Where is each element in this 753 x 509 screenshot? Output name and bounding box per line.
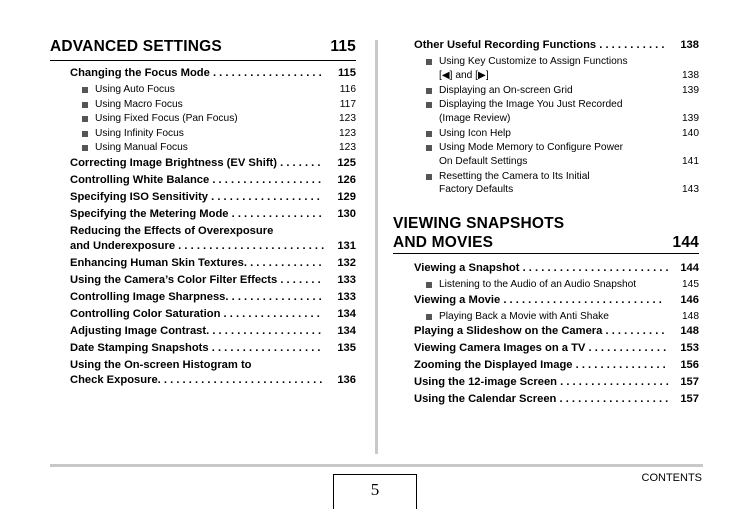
toc-entry[interactable] bbox=[70, 274, 356, 287]
toc-subentry-title: Playing Back a Movie with Anti Shake bbox=[439, 310, 609, 322]
toc-subentry[interactable] bbox=[82, 113, 356, 125]
toc-subentry-title: Displaying an On-screen Grid bbox=[439, 84, 573, 96]
toc-subentry[interactable] bbox=[426, 311, 699, 323]
toc-entry-page: 157 bbox=[680, 393, 699, 405]
toc-subentry-page: 117 bbox=[339, 98, 356, 110]
toc-entry-page: 133 bbox=[337, 273, 356, 286]
footer-rule bbox=[50, 464, 703, 467]
toc-entry[interactable] bbox=[70, 191, 356, 204]
column-divider bbox=[375, 40, 378, 454]
page-number: 5 bbox=[370, 480, 380, 499]
toc-entry-title: Enhancing Human Skin Textures. . . . . . . . . . . . . bbox=[70, 256, 322, 269]
bullet-square-icon bbox=[426, 102, 432, 108]
toc-subentry-page: 116 bbox=[339, 84, 356, 95]
toc-entry[interactable] bbox=[70, 257, 356, 270]
toc-subentry-title: Using Icon Help bbox=[439, 127, 511, 139]
bullet-square-icon bbox=[82, 145, 88, 151]
bullet-square-icon bbox=[82, 102, 88, 108]
toc-entry-page: 135 bbox=[337, 341, 356, 354]
toc-entry[interactable] bbox=[70, 342, 356, 355]
toc-entry-title: Zooming the Displayed Image . . . . . . . . . . . . . . . bbox=[414, 359, 666, 371]
toc-entry[interactable] bbox=[414, 393, 699, 406]
toc-subentry[interactable] bbox=[82, 128, 356, 140]
toc-subentry[interactable] bbox=[82, 99, 356, 111]
toc-entry[interactable] bbox=[70, 67, 356, 80]
toc-entry[interactable] bbox=[70, 157, 356, 170]
toc-subentry-title: Listening to the Audio of an Audio Snapshot bbox=[439, 279, 637, 290]
toc-entry-title: Specifying ISO Sensitivity . . . . . . . . . . . . . . . . . . bbox=[70, 190, 320, 203]
toc-subentry-title: Using Macro Focus bbox=[95, 98, 183, 110]
toc-subentry-page: 140 bbox=[682, 127, 699, 139]
toc-entry-page: 130 bbox=[337, 207, 356, 220]
toc-entry[interactable] bbox=[414, 359, 699, 372]
toc-entry-title: Viewing a Snapshot . . . . . . . . . . . . . . . . . . . . . . . . bbox=[414, 262, 669, 274]
toc-entry-title: Other Useful Recording Functions . . . . . . . . . . . bbox=[414, 39, 665, 51]
toc-entry-page: 138 bbox=[680, 39, 699, 51]
toc-subentry-page: 123 bbox=[339, 127, 356, 139]
toc-entry-title: Playing a Slideshow on the Camera . . . . . . . . . . bbox=[414, 325, 665, 337]
toc-entry[interactable] bbox=[414, 262, 699, 275]
toc-subentry-page: 138 bbox=[682, 69, 699, 81]
toc-entry-title: Using the Camera’s Color Filter Effects . . . . . . . bbox=[70, 273, 321, 286]
toc-entry[interactable] bbox=[414, 39, 699, 52]
toc-subentry[interactable] bbox=[426, 128, 699, 140]
toc-entry-page: 146 bbox=[680, 293, 699, 306]
toc-entry-page: 156 bbox=[680, 359, 699, 371]
contents-link[interactable]: CONTENTS bbox=[641, 472, 702, 484]
toc-entry-title: Viewing Camera Images on a TV . . . . . . . . . . . . . bbox=[414, 342, 667, 354]
toc-subentry-title-line2: Factory Defaults bbox=[439, 184, 514, 195]
toc-entry-title: Controlling White Balance . . . . . . . . . . . . . . . . . . bbox=[70, 173, 322, 186]
toc-entry-page: 144 bbox=[680, 262, 699, 274]
toc-entry[interactable] bbox=[70, 225, 356, 253]
toc-entry-page: 136 bbox=[337, 373, 356, 386]
toc-entry-title: Using the On-screen Histogram to bbox=[70, 358, 252, 371]
section-heading-page: 115 bbox=[330, 38, 356, 55]
section-heading-line1: VIEWING SNAPSHOTS bbox=[393, 215, 565, 232]
section-underline bbox=[393, 253, 699, 254]
toc-subentry[interactable] bbox=[82, 142, 356, 154]
bullet-square-icon bbox=[426, 145, 432, 151]
toc-subentry[interactable] bbox=[82, 84, 356, 96]
toc-entry[interactable] bbox=[70, 208, 356, 221]
toc-entry-title: Specifying the Metering Mode . . . . . . . . . . . . . . . bbox=[70, 207, 322, 220]
section-underline bbox=[50, 60, 356, 61]
toc-subentry-page: 148 bbox=[682, 310, 699, 322]
toc-entry-page: 133 bbox=[337, 290, 356, 303]
toc-subentry[interactable] bbox=[426, 56, 699, 82]
bullet-square-icon bbox=[426, 59, 432, 65]
toc-subentry-title: Using Infinity Focus bbox=[95, 127, 184, 139]
toc-entry[interactable] bbox=[70, 325, 356, 338]
bullet-square-icon bbox=[426, 314, 432, 320]
toc-entry-page: 126 bbox=[337, 173, 356, 186]
toc-entry-title: Controlling Image Sharpness. . . . . . . . . . . . . . . . bbox=[70, 290, 322, 303]
toc-subentry[interactable] bbox=[426, 279, 699, 291]
toc-subentry[interactable] bbox=[426, 171, 699, 197]
toc-entry-title: Changing the Focus Mode . . . . . . . . . . . . . . . . . . bbox=[70, 67, 322, 79]
section-heading-title: ADVANCED SETTINGS bbox=[50, 38, 222, 55]
toc-entry-title-line2: Check Exposure. . . . . . . . . . . . . . . . . . . . . . . . . . . bbox=[70, 373, 323, 386]
section-heading-line2: AND MOVIES bbox=[393, 234, 494, 251]
toc-subentry-page: 139 bbox=[682, 84, 699, 96]
toc-entry[interactable] bbox=[70, 174, 356, 187]
toc-entry[interactable] bbox=[70, 308, 356, 321]
toc-entry-title-line2: and Underexposure . . . . . . . . . . . . . . . . . . . . . . . . bbox=[70, 239, 325, 252]
section-heading-advanced-settings bbox=[50, 38, 356, 56]
toc-entry-title: Using the 12-image Screen . . . . . . . . . . . . . . . . . . bbox=[414, 376, 669, 388]
toc-entry-title: Date Stamping Snapshots . . . . . . . . . . . . . . . . . . bbox=[70, 341, 321, 354]
toc-subentry-title: Resetting the Camera to Its Initial bbox=[439, 170, 590, 182]
toc-subentry-title: Using Auto Focus bbox=[95, 84, 175, 95]
bullet-square-icon bbox=[426, 282, 432, 288]
bullet-square-icon bbox=[82, 87, 88, 93]
toc-entry-page: 134 bbox=[337, 307, 356, 320]
toc-entry-title: Adjusting Image Contrast. . . . . . . . . . . . . . . . . . . bbox=[70, 324, 322, 337]
page-number-box bbox=[333, 474, 417, 509]
bullet-square-icon bbox=[426, 88, 432, 94]
bullet-square-icon bbox=[426, 174, 432, 180]
toc-subentry[interactable] bbox=[426, 85, 699, 97]
toc-entry-title: Controlling Color Saturation . . . . . . . . . . . . . . . . bbox=[70, 307, 320, 320]
toc-subentry-title-line2: On Default Settings bbox=[439, 155, 528, 167]
toc-entry[interactable] bbox=[70, 359, 356, 387]
toc-entry-title: Viewing a Movie . . . . . . . . . . . . . . . . . . . . . . . . . . bbox=[414, 293, 662, 306]
toc-subentry-title: Using Key Customize to Assign Functions bbox=[439, 56, 628, 67]
toc-subentry-title-line2: (Image Review) bbox=[439, 112, 511, 124]
bullet-square-icon bbox=[82, 116, 88, 122]
toc-entry-page: 153 bbox=[680, 342, 699, 354]
toc-subentry-page: 141 bbox=[682, 155, 699, 167]
toc-subentry-page: 139 bbox=[682, 112, 699, 124]
toc-subentry-page: 123 bbox=[339, 113, 356, 124]
toc-entry-page: 129 bbox=[337, 190, 356, 203]
toc-subentry-page: 123 bbox=[339, 142, 356, 153]
toc-entry-title: Correcting Image Brightness (EV Shift) . . . . . . . bbox=[70, 156, 321, 169]
toc-entry-page: 132 bbox=[337, 256, 356, 269]
toc-entry-page: 115 bbox=[337, 67, 356, 79]
toc-subentry-page: 143 bbox=[682, 184, 699, 195]
toc-entry[interactable] bbox=[414, 376, 699, 389]
toc-entry-page: 131 bbox=[337, 239, 356, 252]
toc-subentry-title-line2: [◀] and [▶] bbox=[439, 69, 489, 81]
toc-entry[interactable] bbox=[414, 342, 699, 355]
toc-subentry-title: Displaying the Image You Just Recorded bbox=[439, 99, 623, 110]
toc-entry[interactable] bbox=[414, 294, 699, 307]
toc-entry[interactable] bbox=[414, 325, 699, 338]
toc-entry-page: 157 bbox=[680, 376, 699, 388]
toc-entry-title: Using the Calendar Screen . . . . . . . . . . . . . . . . . . bbox=[414, 393, 669, 405]
toc-entry-title: Reducing the Effects of Overexposure bbox=[70, 224, 274, 237]
toc-subentry[interactable] bbox=[426, 142, 699, 168]
toc-subentry-title: Using Fixed Focus (Pan Focus) bbox=[95, 113, 238, 124]
toc-entry-page: 148 bbox=[680, 325, 699, 337]
toc-entry[interactable] bbox=[70, 291, 356, 304]
section-heading-page: 144 bbox=[672, 234, 699, 251]
bullet-square-icon bbox=[82, 131, 88, 137]
bullet-square-icon bbox=[426, 131, 432, 137]
toc-subentry-title: Using Mode Memory to Configure Power bbox=[439, 142, 624, 153]
toc-subentry[interactable] bbox=[426, 99, 699, 125]
toc-subentry-title: Using Manual Focus bbox=[95, 142, 188, 153]
toc-entry-page: 125 bbox=[337, 156, 356, 169]
toc-subentry-page: 145 bbox=[682, 279, 699, 290]
toc-entry-page: 134 bbox=[337, 324, 356, 337]
section-heading-viewing bbox=[393, 214, 699, 252]
